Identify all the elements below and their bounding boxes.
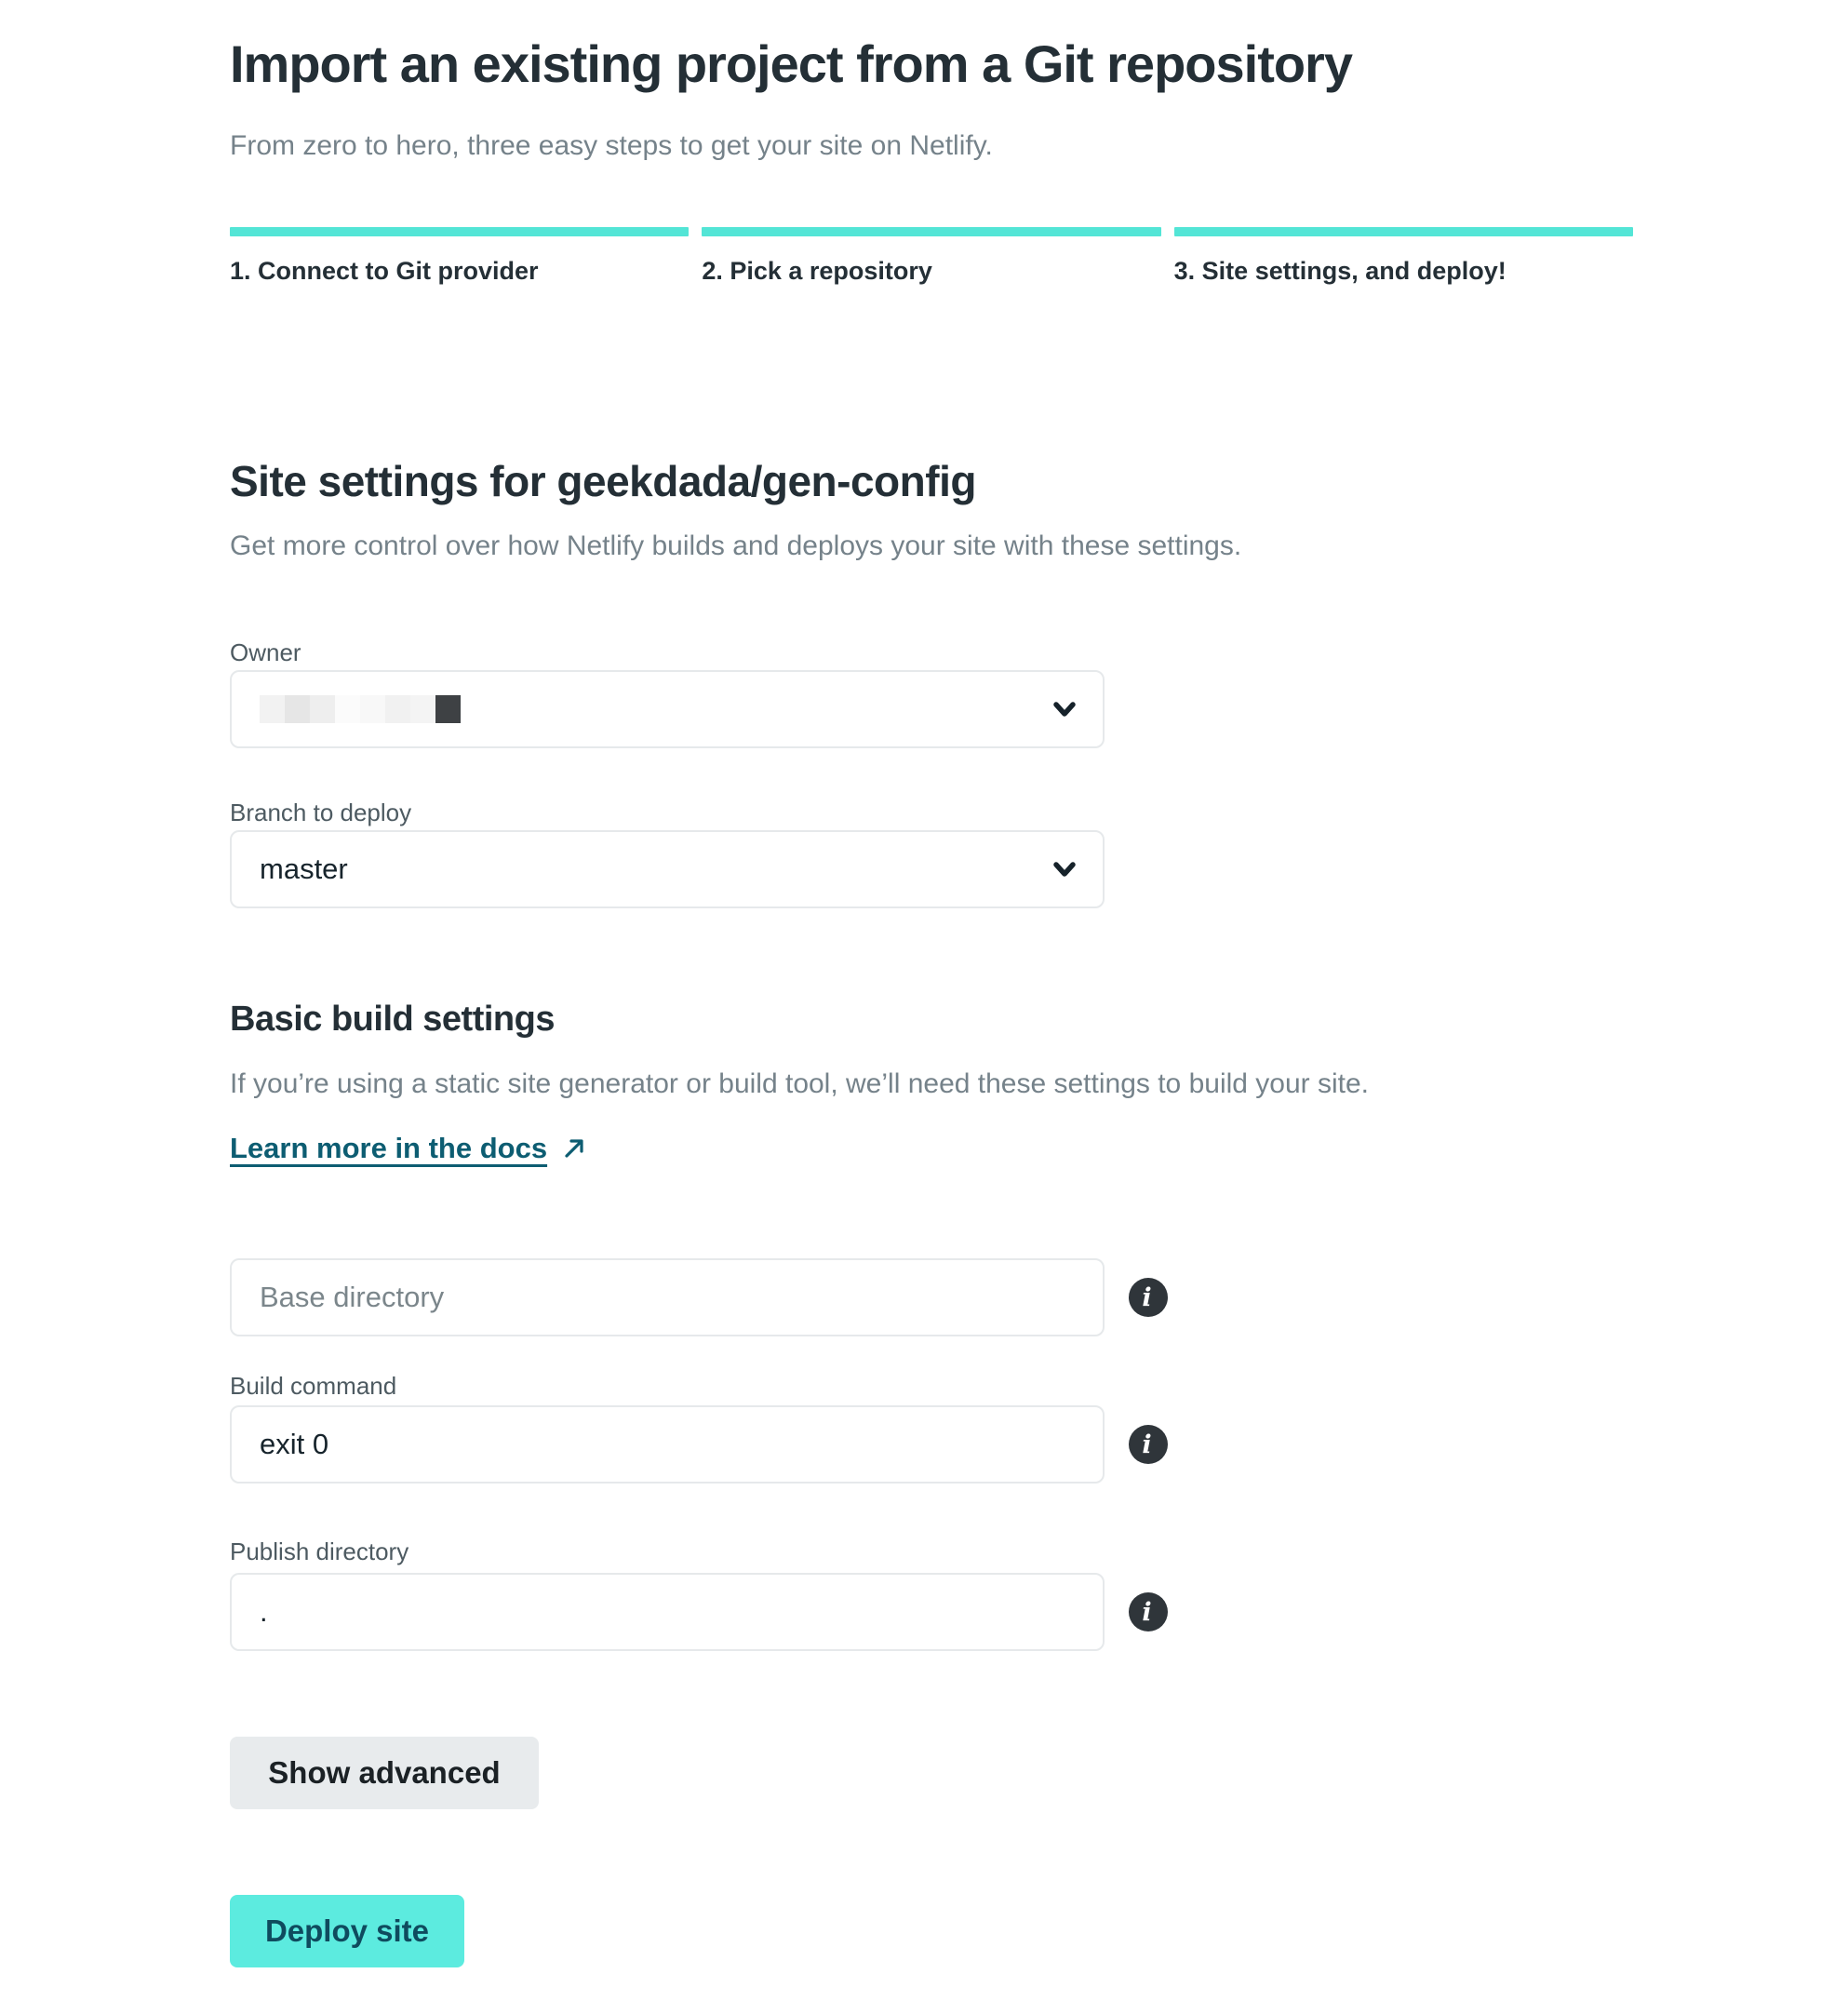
site-settings-heading: Site settings for geekdada/gen-config	[230, 457, 976, 505]
step-progress-bar-1	[230, 227, 689, 236]
page-subtitle: From zero to hero, three easy steps to get your site on Netlify.	[230, 130, 993, 161]
branch-select-value: master	[260, 853, 348, 885]
owner-value-redacted	[260, 695, 461, 723]
step-label-pick-repo: 2. Pick a repository	[702, 257, 932, 285]
owner-select[interactable]	[230, 670, 1105, 748]
base-directory-info-icon[interactable]: i	[1129, 1278, 1168, 1317]
publish-directory-input[interactable]	[230, 1573, 1105, 1651]
step-progress-bar-3	[1174, 227, 1633, 236]
build-command-value: exit 0	[260, 1428, 329, 1460]
deploy-site-button[interactable]: Deploy site	[230, 1895, 464, 1967]
docs-link-label: Learn more in the docs	[230, 1132, 548, 1164]
branch-label: Branch to deploy	[230, 799, 412, 826]
chevron-down-icon	[1051, 695, 1078, 723]
branch-select[interactable]	[230, 830, 1105, 908]
publish-directory-value: .	[260, 1595, 268, 1628]
build-command-info-icon[interactable]: i	[1129, 1425, 1168, 1464]
step-progress-bar-2	[702, 227, 1160, 236]
base-directory-placeholder: Base directory	[260, 1281, 445, 1313]
show-advanced-button[interactable]: Show advanced	[230, 1737, 539, 1809]
publish-directory-info-icon[interactable]: i	[1129, 1592, 1168, 1631]
external-link-arrow-icon	[562, 1136, 586, 1161]
build-settings-heading: Basic build settings	[230, 1000, 555, 1039]
build-settings-description: If you’re using a static site generator or build tool, we’ll need these settings to build your site.	[230, 1068, 1370, 1099]
step-label-connect-git: 1. Connect to Git provider	[230, 257, 539, 285]
docs-link[interactable]	[230, 1132, 586, 1165]
steps-labels	[230, 257, 1633, 286]
owner-label: Owner	[230, 638, 301, 666]
page-title: Import an existing project from a Git repository	[230, 34, 1352, 93]
build-command-label: Build command	[230, 1372, 397, 1400]
chevron-down-icon	[1051, 855, 1078, 883]
step-label-site-settings: 3. Site settings, and deploy!	[1173, 257, 1507, 285]
site-settings-description: Get more control over how Netlify builds and deploys your site with these settings.	[230, 530, 1242, 561]
build-command-input[interactable]	[230, 1405, 1105, 1484]
base-directory-input[interactable]	[230, 1258, 1105, 1336]
publish-directory-label: Publish directory	[230, 1537, 409, 1565]
steps-progress	[230, 227, 1633, 236]
